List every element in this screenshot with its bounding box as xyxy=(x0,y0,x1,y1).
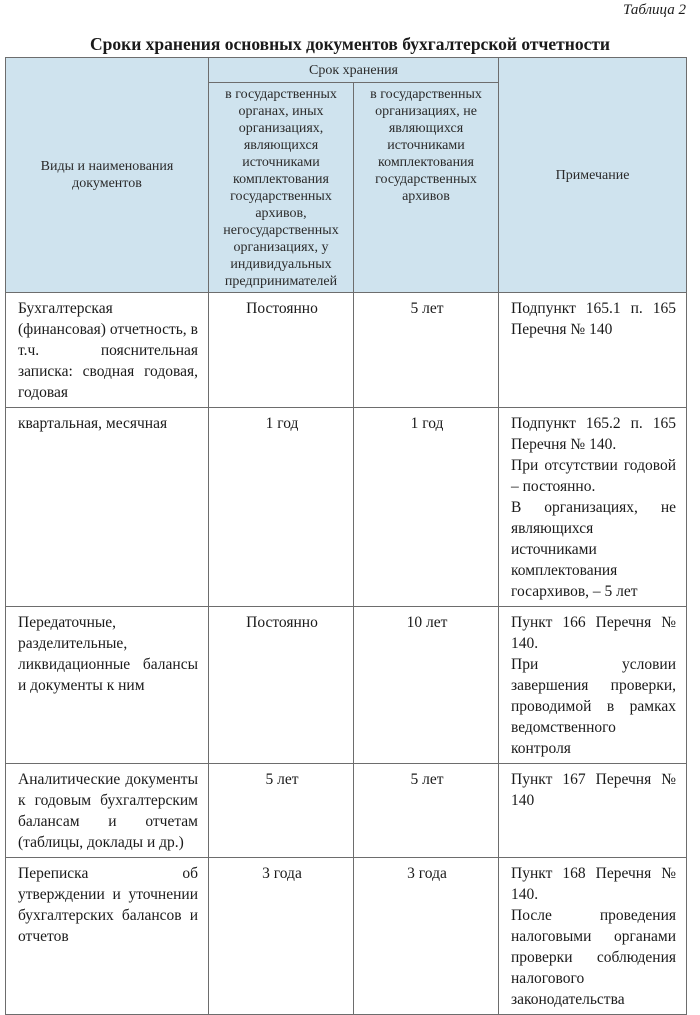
table-caption: Таблица 2 xyxy=(623,2,686,18)
note-cell xyxy=(499,408,687,607)
doc-text: Передаточные, разделительные, ликвидационные балансы и документы к ним xyxy=(18,614,198,694)
note-line: В организациях, не являющихся источниками комплектования госархивов, – 5 лет xyxy=(511,499,677,600)
nonstate-value: 3 года xyxy=(407,865,447,882)
retention-table xyxy=(5,57,687,1015)
note-line: Пункт 167 Перечня № 140 xyxy=(511,771,677,809)
state-value: Постоянно xyxy=(246,300,318,317)
note-cell xyxy=(499,607,687,764)
note-line: При условии завершения проверки, проводимой в рамках ведомственного контроля xyxy=(511,656,677,757)
header-state xyxy=(209,83,354,293)
table-row xyxy=(6,293,687,408)
state-cell xyxy=(209,858,354,1015)
table-body xyxy=(6,293,687,1015)
doc-text: Аналитические документы к годовым бухгалтерским балансам и отчетам (таблицы, доклады и др.) xyxy=(18,771,198,851)
doc-cell xyxy=(6,858,209,1015)
state-cell xyxy=(209,293,354,408)
nonstate-value: 5 лет xyxy=(410,300,444,317)
state-value: 5 лет xyxy=(265,771,299,788)
header-note xyxy=(499,58,687,293)
header-docs xyxy=(6,58,209,293)
note-line: Пункт 168 Перечня № 140. xyxy=(511,865,677,903)
table-row xyxy=(6,764,687,858)
doc-text: квартальная, месячная xyxy=(18,415,168,432)
nonstate-value: 1 год xyxy=(410,415,444,432)
header-note-label: Примечание xyxy=(555,167,630,183)
state-cell xyxy=(209,607,354,764)
nonstate-cell xyxy=(354,293,499,408)
header-period xyxy=(209,58,499,83)
doc-cell xyxy=(6,293,209,408)
header-nonstate xyxy=(354,83,499,293)
state-value: 3 года xyxy=(262,865,302,882)
nonstate-cell xyxy=(354,408,499,607)
state-cell xyxy=(209,764,354,858)
table-row xyxy=(6,858,687,1015)
note-line: Пункт 166 Перечня № 140. xyxy=(511,614,677,652)
doc-cell xyxy=(6,408,209,607)
nonstate-value: 10 лет xyxy=(406,614,448,631)
state-value: Постоянно xyxy=(246,614,318,631)
note-line: При отсутствии годовой – постоянно. xyxy=(511,457,677,495)
state-value: 1 год xyxy=(265,415,299,432)
document-title: Сроки хранения основных документов бухгалтерской отчетности xyxy=(89,34,611,54)
doc-cell xyxy=(6,607,209,764)
nonstate-cell xyxy=(354,607,499,764)
note-line: Подпункт 165.1 п. 165 Перечня № 140 xyxy=(511,300,677,338)
doc-text: Переписка об утверждении и уточнении бухгалтерских балансов и отчетов xyxy=(18,865,198,945)
doc-text: Бухгалтерская (финансовая) отчетность, в т.ч. пояснительная записка: сводная годовая, годовая xyxy=(18,300,198,401)
header-period-label: Срок хранения xyxy=(309,62,398,78)
note-cell xyxy=(499,858,687,1015)
header-state-label: в государственных органах, иных организациях, являющихся источниками комплектования государственных архивов, негосударственных организациях, у индивидуальных предпринимателей xyxy=(223,87,339,289)
note-cell xyxy=(499,293,687,408)
nonstate-cell xyxy=(354,858,499,1015)
header-docs-label: Виды и наименования документов xyxy=(40,159,174,191)
note-line: Подпункт 165.2 п. 165 Перечня № 140. xyxy=(511,415,677,453)
nonstate-value: 5 лет xyxy=(410,771,444,788)
table-header xyxy=(6,58,687,293)
note-cell xyxy=(499,764,687,858)
doc-cell xyxy=(6,764,209,858)
state-cell xyxy=(209,408,354,607)
header-nonstate-label: в государственных организациях, не являющихся источниками комплектования государственных архивов xyxy=(370,87,482,204)
table-row xyxy=(6,607,687,764)
table-row xyxy=(6,408,687,607)
nonstate-cell xyxy=(354,764,499,858)
note-line: После проведения налоговыми органами проверки соблюдения налогового законодательства xyxy=(511,907,677,1008)
